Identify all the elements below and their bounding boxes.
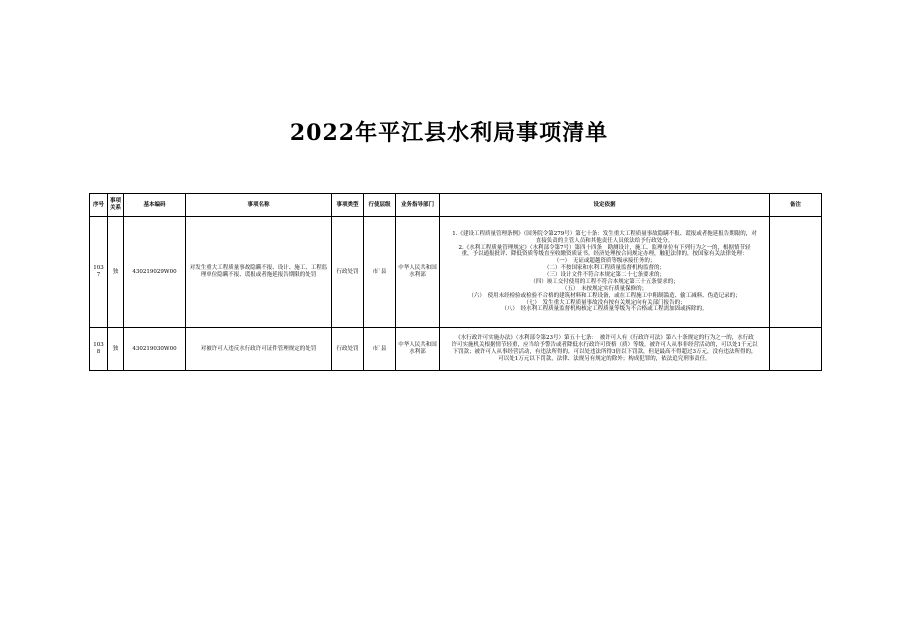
- basis-line: 可以处1万元以下罚款，法律、法规另有规定的除外；构成犯罪的，依法追究刑事责任。: [498, 355, 711, 362]
- basis-line: 1.《建设工程质量管理条例》（国务院令第279号）第七十条：发生重大工程质量事故隐瞒不报、谎报或者拖延报告期限的，对: [452, 230, 757, 237]
- header-remark: 备注: [770, 194, 822, 217]
- basis-line: （七） 发生重大工程质量事故没有按有关规定向有关部门报告的；: [523, 299, 686, 306]
- table-row: [90, 217, 822, 328]
- cell-level: 市`县: [364, 217, 396, 328]
- basis-line: （二）不按国家和水利工程质量监督机构监督的；: [543, 265, 665, 272]
- cell-remark: [770, 217, 822, 328]
- header-name: 事项名称: [186, 194, 332, 217]
- cell-remark: [770, 328, 822, 371]
- basis-line: （八） 经水利工程质量监督机构核定工程质量等级为不合格或工程需加固或拆除的。: [501, 306, 708, 313]
- basis-line: （一） 无证或超越资质等级承接任务的；: [553, 258, 656, 265]
- cell-dept: 中华人民共和国水利部: [396, 217, 440, 328]
- basis-line: （五） 未按规定实行质量保修的；: [561, 285, 648, 292]
- cell-type: 行政处罚: [332, 328, 364, 371]
- table-row: [90, 328, 822, 371]
- header-row: [90, 194, 822, 217]
- header-code: 基本编码: [124, 194, 186, 217]
- cell-type: 行政处罚: [332, 217, 364, 328]
- cell-basis: [440, 217, 770, 328]
- header-level: 行使层级: [364, 194, 396, 217]
- cell-name: 对发生重大工程质量事故隐瞒不报、设计、施工、工程监理单位隐瞒不报、谎报或者拖延报告期限的处罚: [186, 217, 332, 328]
- basis-line: 许可实施机关根据情节轻重，应当给予警告或者降低水行政许可资格（质）等级。被许可人从事非经营活动的，可以处1千元以: [451, 342, 758, 349]
- basis-line: 2.《水利工程质量管理规定》（水利部令第7号）第四十四条 勘测设计，施工、监理单位有下列行为之一的，根据情节轻: [458, 244, 751, 251]
- cell-name: 对被许可人违反水行政许可证件管理规定的处罚: [186, 328, 332, 371]
- cell-level: 市`县: [364, 328, 396, 371]
- cell-relation: 独: [108, 217, 124, 328]
- cell-relation: 独: [108, 328, 124, 371]
- cell-seq: 1037: [90, 217, 108, 328]
- cell-code: 430219030W00: [124, 328, 186, 371]
- basis-line: （四）竣工交付使用的工程不符合本规定第三十五条要求的；: [530, 278, 679, 285]
- basis-line: （六） 使用未经检验或检验不合格的建筑材料和工程设备，或在工程施工中粗制滥造、偷工减料、伪造记录的；: [468, 292, 741, 299]
- header-dept: 业务指导部门: [396, 194, 440, 217]
- header-seq: 序号: [90, 194, 108, 217]
- header-basis: 设定依据: [440, 194, 770, 217]
- basis-line: 重，予以通报批评、降低资质等级直至收缴资质证书。经济处理按合同规定办理，触犯法律的，按国家有关法律处理：: [461, 251, 748, 258]
- basis-line: 下罚款；被许可人从事经营活动，有违法所得的，可以处违法所得3倍以下罚款，但是最高不得超过3万元，没有违法所得的，: [452, 349, 757, 355]
- basis-line: （三）设计文件不符合本规定第二十七条要求的；: [543, 272, 665, 278]
- page-title: 2022年平江县水利局事项清单: [289, 120, 609, 146]
- header-type: 事项类型: [332, 194, 364, 217]
- cell-code: 430219029W00: [124, 217, 186, 328]
- header-relation: 事项关系: [108, 194, 124, 217]
- basis-line: 《水行政许可实施办法》（水利部令第23号）第五十七条： 被许可人有《行政许可法》第八十条规定的行为之一的，水行政: [455, 335, 754, 342]
- basis-line: 直接负责的主管人员和其他责任人员依法给予行政处分。: [535, 237, 674, 244]
- cell-seq: 1038: [90, 328, 108, 371]
- cell-basis: [440, 328, 770, 371]
- cell-dept: 中华人民共和国水利部: [396, 328, 440, 371]
- items-table: [89, 193, 822, 371]
